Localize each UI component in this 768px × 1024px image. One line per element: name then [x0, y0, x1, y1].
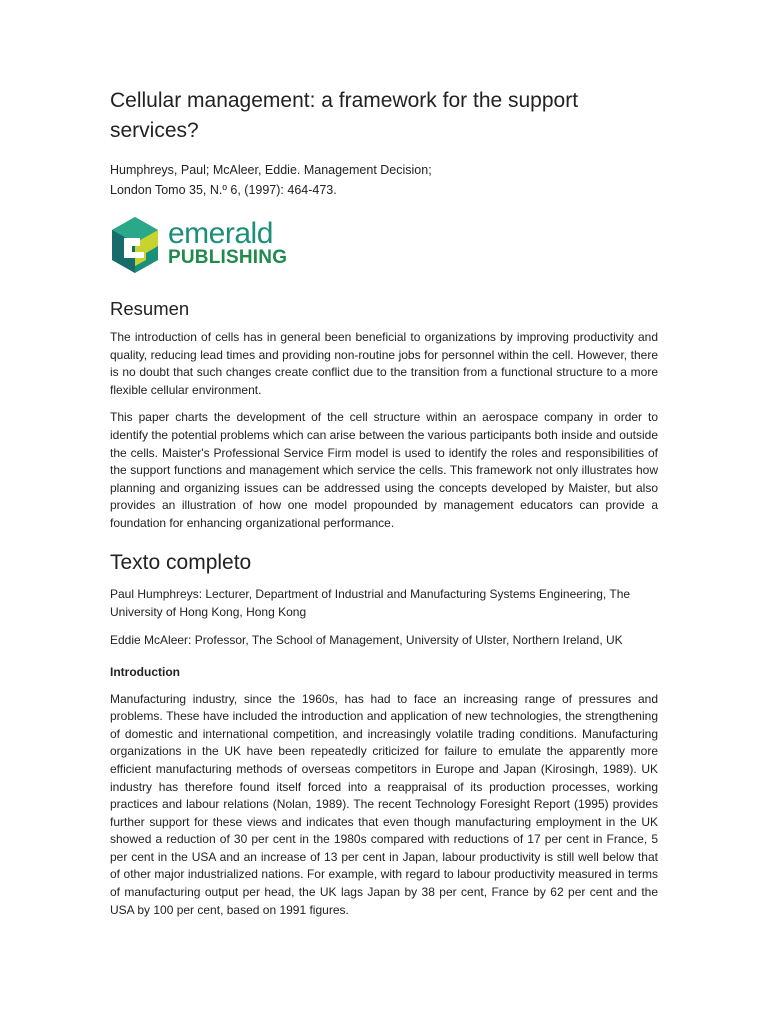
citation: [110, 160, 658, 200]
introduction-paragraph: Manufacturing industry, since the 1960s, has had to face an increasing range of pressures and problems. These have included the introduction and application of new technologies, the strengthening of domestic and international competition, and increasingly volatile trading conditions. Manufacturing organizations in the UK have been repeatedly criticized for failure to emulate the apparently more efficient manufacturing methods of overseas competitors in Europe and Japan (Kirosingh, 1989). UK industry has therefore found itself forced into a reappraisal of its production processes, working practices and labour relations (Nolan, 1989). The recent Technology Foresight Report (1995) provides further support for these views and indicates that even though manufacturing employment in the UK showed a reduction of 30 per cent in the 1980s compared with reductions of 17 per cent in France, 5 per cent in the USA and an increase of 13 per cent in Japan, labour productivity is still well below that of other major industrialized nations. For example, with regard to labour productivity measured in terms of manufacturing output per head, the UK lags Japan by 38 per cent, France by 62 per cent and the USA by 100 per cent, based on 1991 figures.: [110, 691, 658, 917]
logo-word-emerald: emerald: [168, 217, 273, 250]
abstract-paragraph-2: This paper charts the development of the cell structure within an aerospace company in order to identify the potential problems which can arise between the various participants both inside and outside the cells. Maister's Professional Service Firm model is used to identify the roles and responsibilities of the support functions and management which service the cells. This framework not only illustrates how planning and organizing issues can be addressed using the concepts developed by Maister, but also provides an illustration of how one model propounded by management educators can provide a foundation for enhancing organizational performance.: [110, 410, 658, 530]
abstract-paragraph-1: The introduction of cells has in general been beneficial to organizations by improving productivity and quality, reducing lead times and providing non-routine jobs for personnel within the cell. However, there is no doubt that such changes create conflict due to the transition from a functional structure to a more flexible cellular environment.: [110, 330, 658, 397]
introduction-heading: Introduction: [110, 664, 180, 679]
article-title: Cellular management: a framework for the support services?: [110, 89, 579, 142]
author-affiliation-2: Eddie McAleer: Professor, The School of Management, University of Ulster, Northern Ireland, UK: [110, 632, 623, 647]
abstract-heading: Resumen: [110, 298, 190, 319]
fulltext-heading: Texto completo: [110, 550, 252, 574]
document-content: [110, 86, 658, 929]
citation-source-line: London Tomo 35, N.º 6, (1997): 464-473.: [110, 183, 337, 197]
emerald-publishing-logo: [110, 213, 658, 277]
logo-wordmark: [168, 217, 288, 269]
author-affiliation-1: Paul Humphreys: Lecturer, Department of Industrial and Manufacturing Systems Engineering, The University of Hong Kong, Hong Kong: [110, 586, 631, 619]
logo-word-publishing: PUBLISHING: [168, 247, 288, 268]
citation-authors-line: Humphreys, Paul; McAleer, Eddie. Management Decision;: [110, 163, 432, 177]
emerald-logo-icon: [110, 216, 160, 274]
